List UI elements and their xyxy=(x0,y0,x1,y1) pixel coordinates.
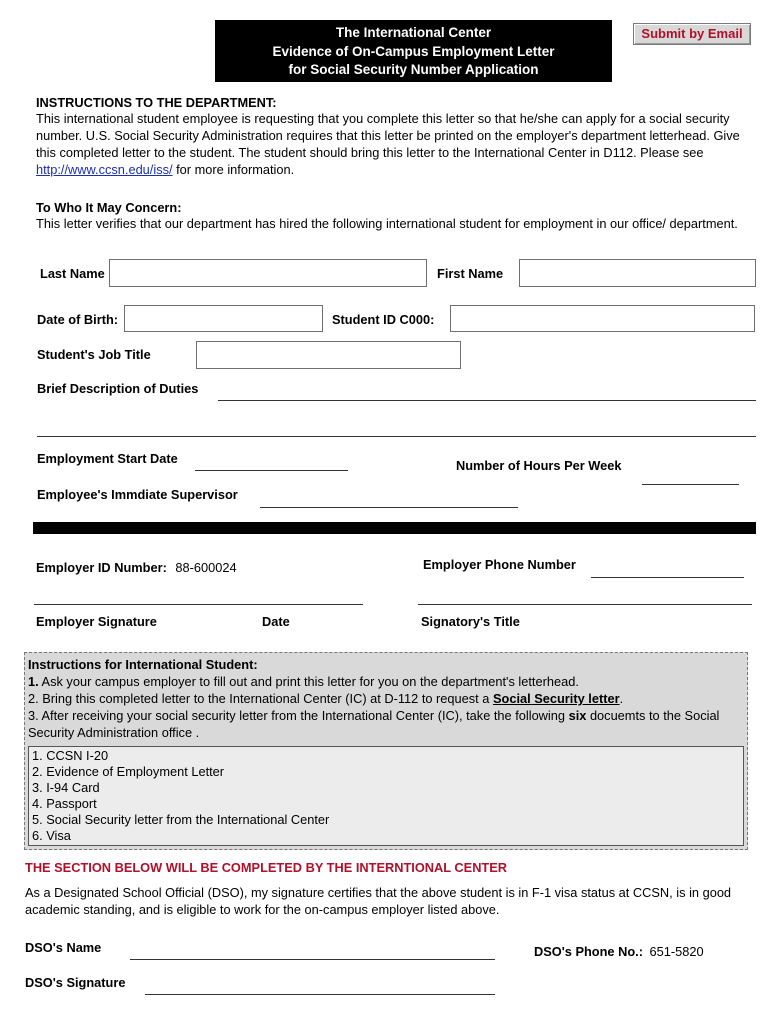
dso-phone-row xyxy=(534,944,704,959)
dso-signature-line[interactable] xyxy=(145,994,495,995)
start-date-label: Employment Start Date xyxy=(37,451,178,466)
date-of-birth-label: Date of Birth: xyxy=(37,312,119,327)
employer-signature-line[interactable] xyxy=(34,604,363,605)
duties-label: Brief Description of Duties xyxy=(37,381,199,396)
student-id-input[interactable] xyxy=(450,305,755,332)
dso-signature-label: DSO's Signature xyxy=(25,975,126,990)
date-of-birth-input[interactable] xyxy=(124,305,323,332)
employer-id-label: Employer ID Number: xyxy=(36,560,167,575)
step-3-end: docuemts to the Social Security Administration office . xyxy=(28,708,720,740)
list-item: 6. Visa xyxy=(32,828,71,843)
student-step-1 xyxy=(28,673,746,690)
list-item: 2. Evidence of Employment Letter xyxy=(32,764,225,779)
dso-name-label: DSO's Name xyxy=(25,940,102,955)
supervisor-line[interactable] xyxy=(260,507,518,508)
start-date-line[interactable] xyxy=(195,470,348,471)
concern-body: This letter verifies that our department has hired the following international student for employment in our office/ department. xyxy=(36,216,738,231)
student-id-label: Student ID C000: xyxy=(332,312,435,327)
list-item: 5. Social Security letter from the International Center xyxy=(32,812,330,827)
list-item: 3. I-94 Card xyxy=(32,780,100,795)
employer-id-row xyxy=(36,560,237,575)
supervisor-label: Employee's Immdiate Supervisor xyxy=(37,487,238,502)
step-1-number: 1. xyxy=(28,674,39,689)
date-label: Date xyxy=(262,614,290,629)
ic-section-heading: THE SECTION BELOW WILL BE COMPLETED BY THE INTERNTIONAL CENTER xyxy=(25,860,508,875)
signatory-title-label: Signatory's Title xyxy=(421,614,520,629)
dso-phone-label: DSO's Phone No.: xyxy=(534,944,643,959)
dept-instructions-heading: INSTRUCTIONS TO THE DEPARTMENT: xyxy=(36,95,277,110)
employer-phone-label: Employer Phone Number xyxy=(423,557,576,572)
step-3-text: 3. After receiving your social security letter from the International Center (IC), take the following xyxy=(28,708,566,723)
step-2-text: 2. Bring this completed letter to the International Center (IC) at D-112 to request a xyxy=(28,691,490,706)
step-1-text: Ask your campus employer to fill out and print this letter for you on the department's letterhead. xyxy=(41,674,579,689)
dept-instructions-text: This international student employee is requesting that you complete this letter so that he/she can apply for a social security number. U.S. Social Security Administration requires that this letter be printed on the employer's department letterhead. Give this completed letter to the student. The student should bring this letter to the International Center in D112. Please see xyxy=(36,111,740,160)
title-line-1: The International Center xyxy=(335,25,492,40)
dept-instructions-body xyxy=(36,110,748,178)
job-title-label: Student's Job Title xyxy=(37,347,151,362)
step-3-emphasis: six xyxy=(568,708,587,723)
step-2-end: . xyxy=(619,691,624,706)
concern-heading: To Who It May Concern: xyxy=(36,200,182,215)
dso-name-line[interactable] xyxy=(130,959,495,960)
step-2-emphasis: Social Security letter xyxy=(492,691,620,706)
employer-signature-label: Employer Signature xyxy=(36,614,157,629)
hours-per-week-line[interactable] xyxy=(642,484,739,485)
employer-phone-line[interactable] xyxy=(591,577,744,578)
document-list xyxy=(32,748,732,844)
signatory-title-line[interactable] xyxy=(418,604,752,605)
iss-website-link[interactable]: http://www.ccsn.edu/iss/ xyxy=(36,162,173,177)
student-instructions-text xyxy=(28,656,746,741)
duties-line-1[interactable] xyxy=(218,400,756,401)
student-step-3 xyxy=(28,707,746,741)
employer-id-value: 88-600024 xyxy=(175,560,237,575)
last-name-label: Last Name xyxy=(40,266,105,281)
dso-phone-value: 651-5820 xyxy=(649,944,704,959)
last-name-input[interactable] xyxy=(109,259,427,287)
student-step-2 xyxy=(28,690,746,707)
list-item: 4. Passport xyxy=(32,796,97,811)
student-instructions-heading: Instructions for International Student: xyxy=(28,657,258,672)
duties-line-2[interactable] xyxy=(37,436,756,437)
dept-instructions-text-end: for more information. xyxy=(176,162,295,177)
form-title-box xyxy=(215,20,612,82)
title-line-3: for Social Security Number Application xyxy=(288,62,539,77)
list-item: 1. CCSN I-20 xyxy=(32,748,109,763)
hours-per-week-label: Number of Hours Per Week xyxy=(456,458,622,473)
job-title-input[interactable] xyxy=(196,341,461,369)
title-line-2: Evidence of On-Campus Employment Letter xyxy=(272,43,555,59)
section-divider-bar xyxy=(33,522,756,534)
first-name-label: First Name xyxy=(437,266,504,281)
dso-certification-text: As a Designated School Official (DSO), my signature certifies that the above student is in F-1 visa status at CCSN, is in good academic standing, and is eligible to work for the on-campus employer listed above. xyxy=(25,885,732,917)
first-name-input[interactable] xyxy=(519,259,756,287)
submit-by-email-button[interactable]: Submit by Email xyxy=(633,23,751,45)
